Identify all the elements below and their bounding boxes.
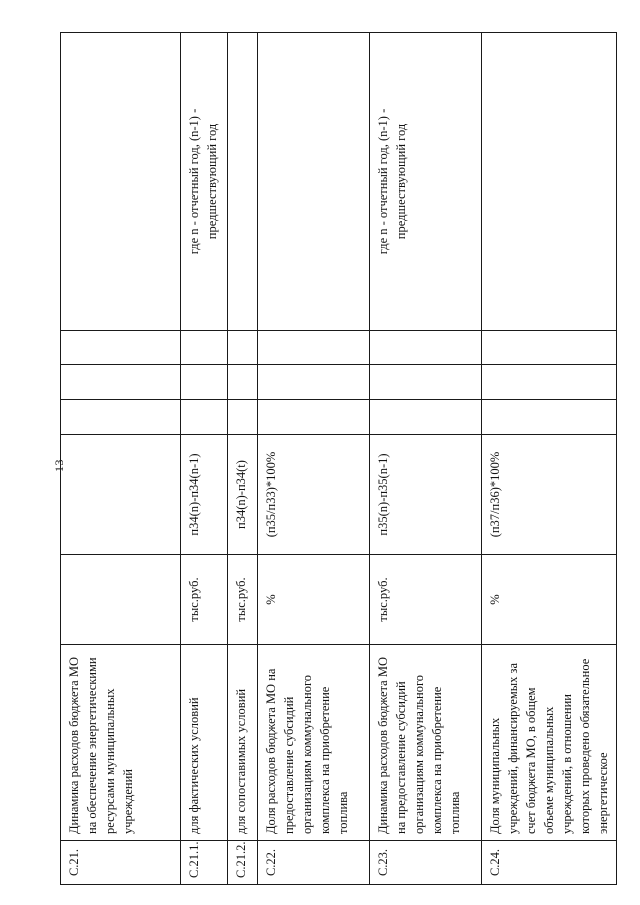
indicator-name: Динамика расходов бюджета МО на обеспечение энергетическими ресурсами муниципальных учреждений <box>61 645 181 841</box>
indicator-table <box>60 32 617 885</box>
empty-cell <box>482 365 617 400</box>
empty-cell <box>370 331 482 365</box>
table-row <box>228 33 258 885</box>
note-cell <box>370 33 482 331</box>
note-cell <box>181 33 228 331</box>
empty-cell <box>258 365 370 400</box>
page-number: 13 <box>52 459 66 472</box>
note-cell <box>61 33 181 331</box>
row-number: С.21. <box>61 841 181 885</box>
empty-cell <box>181 331 228 365</box>
indicator-name: Динамика расходов бюджета МО на предоставление субсидий организациям коммунального комплекса на приобретение топлива <box>370 645 482 841</box>
empty-cell <box>482 331 617 365</box>
empty-cell <box>258 400 370 435</box>
empty-cell <box>370 400 482 435</box>
note-line-1: где n - отчетный год, (n-1) - <box>187 108 201 255</box>
empty-cell <box>258 331 370 365</box>
empty-cell <box>482 400 617 435</box>
empty-cell <box>181 365 228 400</box>
row-number: С.23. <box>370 841 482 885</box>
formula-cell: п34(n)-п34(t) <box>228 435 258 555</box>
indicator-name: для сопоставимых условий <box>228 645 258 841</box>
formula-cell: п34(n)-п34(n-1) <box>181 435 228 555</box>
note-line-2: предшествующий год <box>205 123 219 240</box>
row-number: С.24. <box>482 841 617 885</box>
empty-cell <box>181 400 228 435</box>
formula-cell: (п35/п33)*100% <box>258 435 370 555</box>
empty-cell <box>228 331 258 365</box>
formula-cell <box>61 435 181 555</box>
indicator-name: Доля муниципальных учреждений, финансируемых за счет бюджета МО, в общем объеме муниципальных учреждений, в отношении которых проведено обязательное энергетическое <box>482 645 617 841</box>
note-line-2: предшествующий год <box>394 123 408 240</box>
unit-cell: тыс.руб. <box>228 555 258 645</box>
empty-cell <box>61 365 181 400</box>
row-number: С.22. <box>258 841 370 885</box>
indicator-name: для фактических условий <box>181 645 228 841</box>
unit-cell: тыс.руб. <box>181 555 228 645</box>
row-number: С.21.1. <box>181 841 228 885</box>
table-row <box>370 33 482 885</box>
table-row <box>482 33 617 885</box>
table-row <box>181 33 228 885</box>
row-number: С.21.2. <box>228 841 258 885</box>
empty-cell <box>228 365 258 400</box>
note-line-1: где n - отчетный год, (n-1) - <box>376 108 390 255</box>
empty-cell <box>61 400 181 435</box>
unit-cell <box>61 555 181 645</box>
table-row <box>258 33 370 885</box>
unit-cell: тыс.руб. <box>370 555 482 645</box>
table-row <box>61 33 181 885</box>
indicator-table-rotated <box>60 33 610 885</box>
empty-cell <box>228 400 258 435</box>
formula-cell: (п37/п36)*100% <box>482 435 617 555</box>
note-cell <box>258 33 370 331</box>
note-cell <box>228 33 258 331</box>
unit-cell: % <box>258 555 370 645</box>
indicator-name: Доля расходов бюджета МО на предоставление субсидий организациям коммунального комплекса на приобретение топлива <box>258 645 370 841</box>
empty-cell <box>370 365 482 400</box>
empty-cell <box>61 331 181 365</box>
note-cell <box>482 33 617 331</box>
unit-cell: % <box>482 555 617 645</box>
formula-cell: п35(n)-п35(n-1) <box>370 435 482 555</box>
